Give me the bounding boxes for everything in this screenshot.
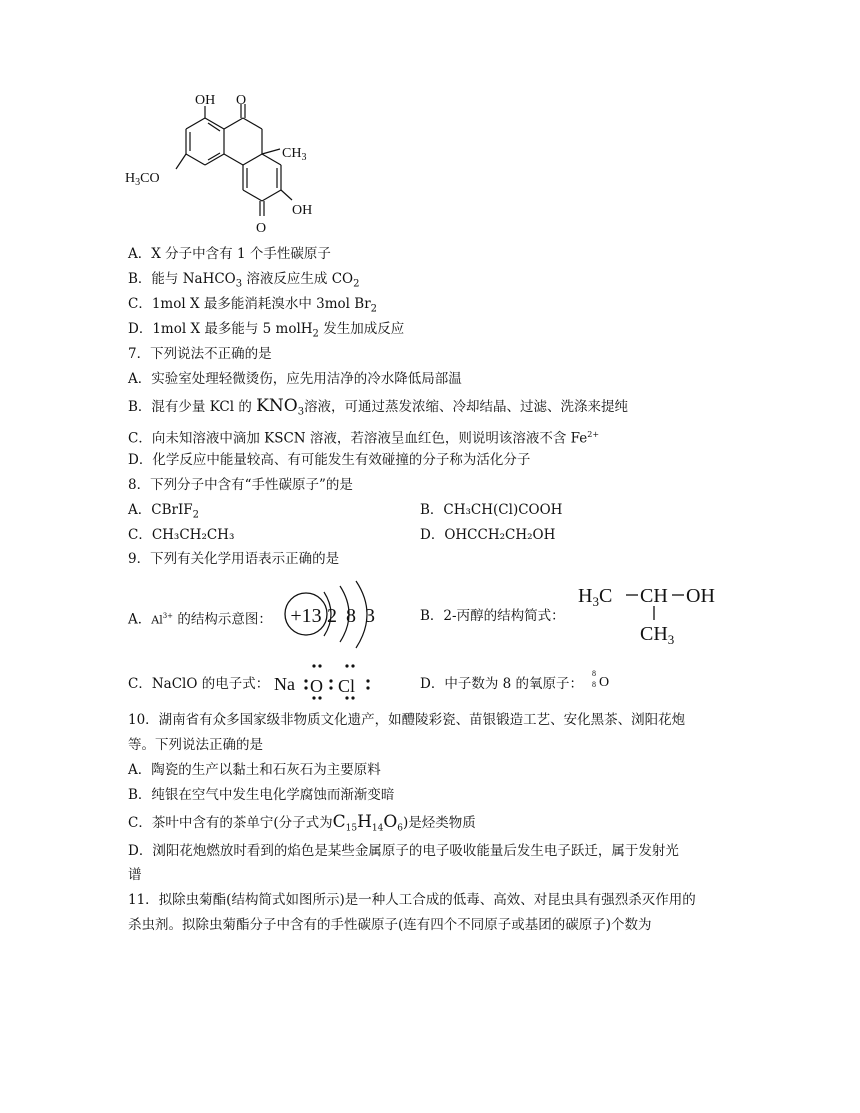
q8-stem: 8．下列分子中含有“手性碳原子”的是 [128,477,353,493]
shell-2-electrons: 8 [346,605,356,627]
o-bottom-label: O [256,221,267,236]
q10-option-b: B．纯银在空气中发生电化学腐蚀而渐渐变暗 [128,787,395,803]
q6-option-b: B．能与 NaHCO$_3$ 溶液反应生成 $CO_2$ [128,271,360,290]
q7-stem: 7．下列说法不正确的是 [128,346,272,362]
q7-option-d: D．化学反应中能量较高、有可能发生有效碰撞的分子称为活化分子 [128,452,531,468]
q10-option-d-line2: 谱 [128,867,142,883]
q9-option-c-label: C．NaClO 的电子式： [128,676,270,692]
al-ion-structure-diagram [282,578,392,654]
q8-option-b: B．CH₃CH(Cl)COOH [420,502,563,518]
q6-option-a: A．X 分子中含有 1 个手性碳原子 [128,246,331,262]
oh-right-label: OH [292,203,313,218]
q9-option-a-label: A．$Al^{3+}$ 的结构示意图： [128,611,272,628]
q8-option-d: D．OHCCH₂CH₂OH [420,527,556,543]
oh-label: OH [686,585,715,607]
oxygen-symbol: O [599,675,610,690]
q6-option-c: C．1mol X 最多能消耗溴水中 3mol $Br_2$ [128,296,378,315]
cl-label: Cl [338,676,356,696]
q10-stem-line1: 10．湖南省有众多国家级非物质文化遗产，如醴陵彩瓷、苗银锻造工艺、安化黑茶、浏阳花炮 [128,712,686,728]
q7-option-b: B．混有少量 KCl 的 $KNO_3$溶液，可通过蒸发浓缩、冷却结晶、过滤、洗涤来提纯 [128,396,629,418]
oxygen-isotope [592,670,622,696]
atomic-number: 8 [592,680,596,689]
nucleus-label: +13 [290,605,322,627]
molecule-x-structure [120,92,320,242]
na-label: Na [274,674,295,694]
shell-3-electrons: 3 [365,605,375,627]
naclo-electron-formula [272,660,382,700]
q7-option-c: C．向未知溶液中滴加 KSCN 溶液，若溶液呈血红色，则说明该溶液不含 $Fe^{2+}$ [128,430,600,447]
q10-stem-line2: 等。下列说法正确的是 [128,737,263,753]
q10-option-c: C．茶叶中含有的茶单宁(分子式为$C_{15}H_{14}O_6$)是烃类物质 [128,812,476,834]
q8-option-a: A．CBrIF$_2$ [128,502,200,521]
mass-number: 8 [592,669,596,678]
q7-option-a: A．实验室处理轻微烫伤，应先用洁净的冷水降低局部温 [128,371,462,387]
q9-option-b-label: B．2-丙醇的结构简式： [420,608,565,624]
q9-option-d-label: D．中子数为 8 的氧原子： [420,676,583,692]
ch3-label: $CH_3$ [282,146,307,163]
h3c-label: $H_3C$ [578,585,613,609]
ch-label: CH [640,585,668,607]
q10-option-a: A．陶瓷的生产以黏土和石灰石为主要原料 [128,762,381,778]
o-top-label: O [236,93,247,108]
isopropanol-structure [574,578,724,648]
ch3-bottom-label: $CH_3$ [640,623,675,647]
oh-top-label: OH [195,93,216,108]
q8-option-c: C．CH₃CH₂CH₃ [128,527,235,543]
q10-option-d-line1: D．浏阳花炮燃放时看到的焰色是某些金属原子的电子吸收能量后发生电子跃迁，属于发射光 [128,843,679,859]
q11-stem-line1: 11．拟除虫菊酯(结构简式如图所示)是一种人工合成的低毒、高效、对昆虫具有强烈杀灭作用的 [128,892,696,908]
shell-1-electrons: 2 [327,605,337,627]
q6-option-d: D．1mol X 最多能与 5 molH$_2$ 发生加成反应 [128,321,405,340]
o-label: O [310,676,323,696]
q9-stem: 9．下列有关化学用语表示正确的是 [128,551,340,567]
h3co-label: $H_3CO$ [125,171,160,188]
q11-stem-line2: 杀虫剂。拟除虫菊酯分子中含有的手性碳原子(连有四个不同原子或基团的碳原子)个数为 [128,917,652,933]
